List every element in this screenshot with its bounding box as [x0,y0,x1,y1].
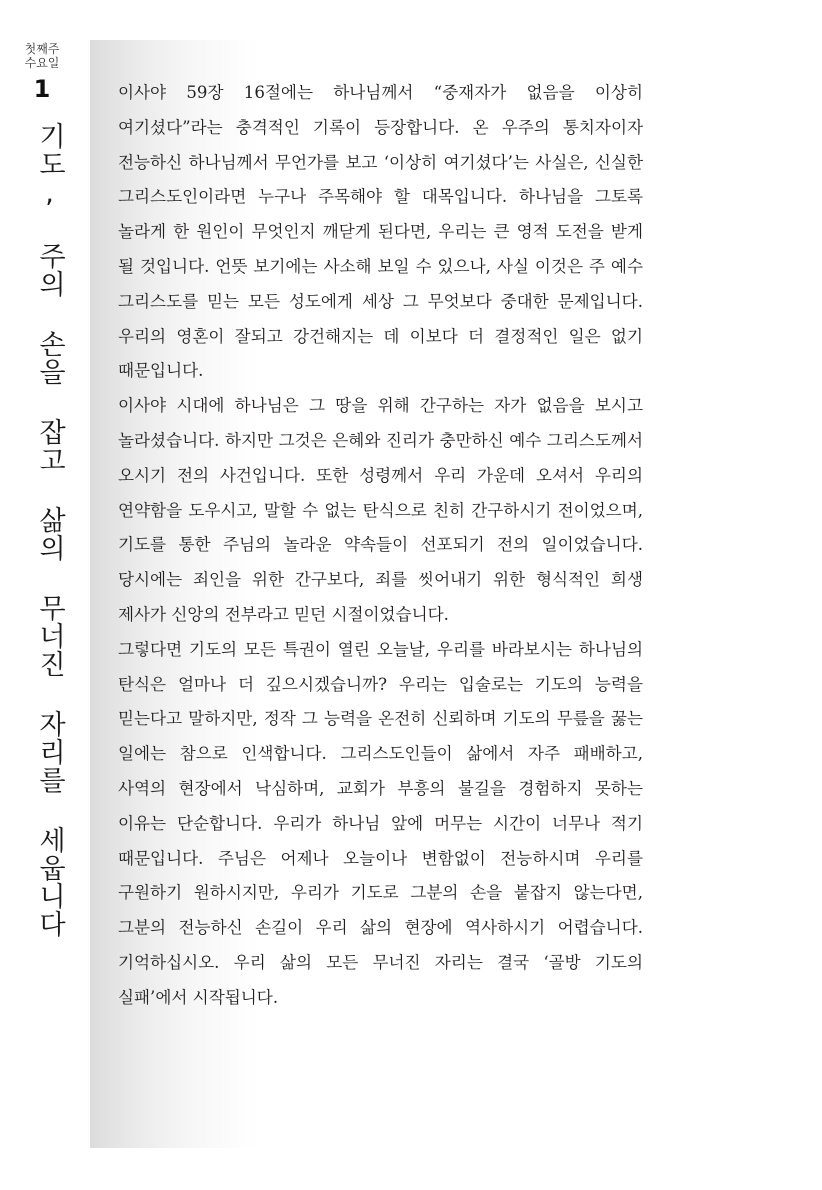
week-label: 첫째주 [24,42,60,56]
chapter-title: 기도, 주의 손을 잡고 삶의 무너진 자리를 세웁니다 [34,122,65,938]
body-text [118,76,643,1016]
paragraph: 이사야 시대에 하나님은 그 땅을 위해 간구하는 자가 없음을 보시고 놀라셨습니다. 하지만 그것은 은혜와 진리가 충만하신 예수 그리스도께서 오시기 전의 사건입니다. 또한 성령께서 우리 가운데 오셔서 우리의 연약함을 도우시고, 말할 수 없는 탄식으로 친히 간구하시기 전이었으며, 기도를 통한 주님의 놀라운 약속들이 선포되기 전의 일이었습니다. 당시에는 죄인을 위한 간구보다, 죄를 씻어내기 위한 형식적인 희생 제사가 신앙의 전부라고 믿던 시절이었습니다. [118,396,643,624]
day-number: 1 [33,75,51,103]
day-label [0,42,84,70]
paragraph: 이사야 59장 16절에는 하나님께서 “중재자가 없음을 이상히 여기셨다”라는 충격적인 기록이 등장합니다. 온 우주의 통치자이자 전능하신 하나님께서 무언가를 보고 ‘이상히 여기셨다’는 사실은, 신실한 그리스도인이라면 누구나 주목해야 할 대목입니다. 하나님을 그토록 놀라게 한 원인이 무엇인지 깨닫게 된다면, 우리는 큰 영적 도전을 받게 될 것입니다. 언뜻 보기에는 사소해 보일 수 있으나, 사실 이것은 주 예수 그리스도를 믿는 모든 성도에게 세상 그 무엇보다 중대한 문제입니다. 우리의 영혼이 잘되고 강건해지는 데 이보다 더 결정적인 일은 없기 때문입니다. [118,83,643,381]
paragraph: 그렇다면 기도의 모든 특권이 열린 오늘날, 우리를 바라보시는 하나님의 탄식은 얼마나 더 깊으시겠습니까? 우리는 입술로는 기도의 능력을 믿는다고 말하지만, 정작 그 능력을 온전히 신뢰하며 기도의 무릎을 꿇는 일에는 참으로 인색합니다. 그리스도인들이 삶에서 자주 패배하고, 사역의 현장에서 낙심하며, 교회가 부흥의 불길을 경험하지 못하는 이유는 단순합니다. 우리가 하나님 앞에 머무는 시간이 너무나 적기 때문입니다. 주님은 어제나 오늘이나 변함없이 전능하시며 우리를 구원하기 원하시지만, 우리가 기도로 그분의 손을 붙잡지 않는다면, 그분의 전능하신 손길이 우리 삶의 현장에 역사하시기 어렵습니다. 기억하십시오. 우리 삶의 모든 무너진 자리는 결국 ‘골방 기도의 실패’에서 시작됩니다. [118,639,643,1007]
weekday-label: 수요일 [24,56,60,70]
